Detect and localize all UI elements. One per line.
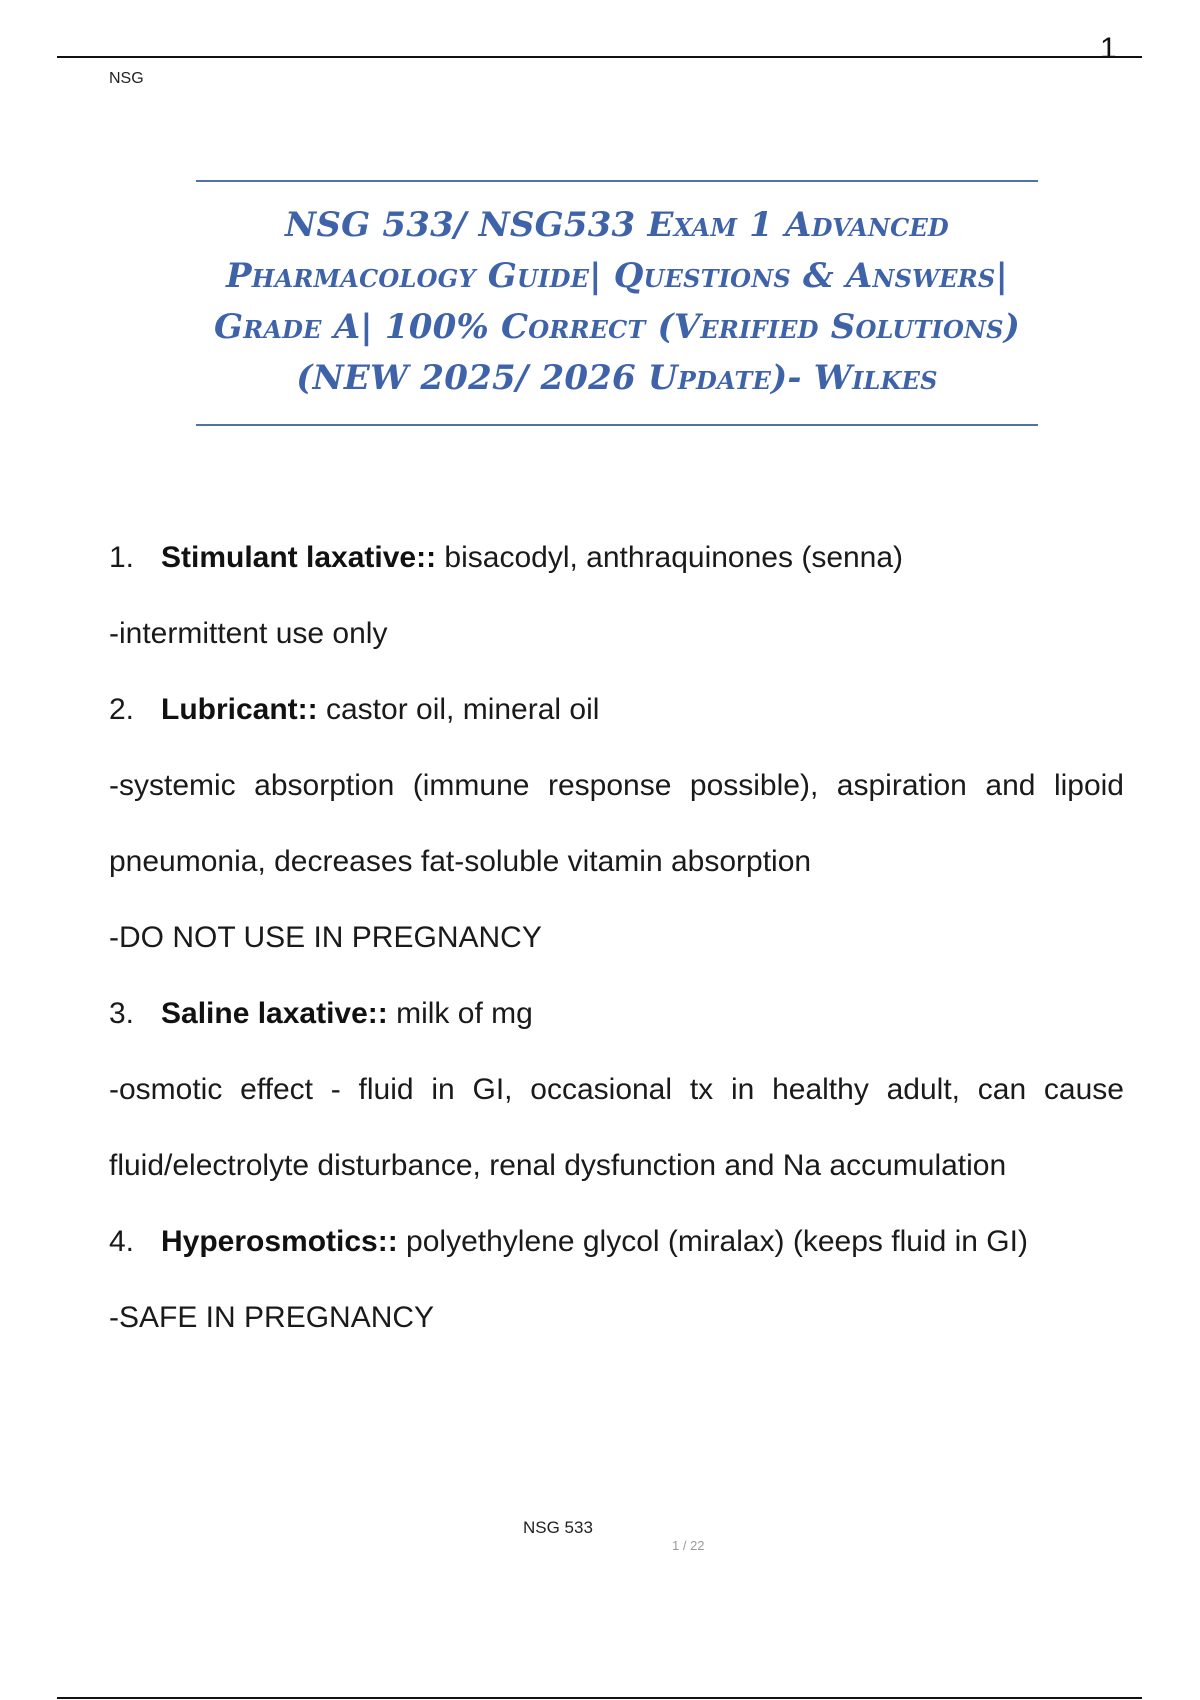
item-note: -systemic absorption (immune response possible), aspiration and lipoid (109, 769, 1124, 802)
title-line: NSG 533/ NSG533 Exam 1 Advanced (285, 205, 949, 245)
list-item (109, 530, 1124, 606)
header-rule (57, 56, 1142, 58)
item-number: 4. (109, 1225, 135, 1258)
item-term: Saline laxative:: (161, 997, 388, 1030)
title-line: (NEW 2025/ 2026 Update)- Wilkes (296, 358, 938, 398)
item-text: polyethylene glycol (miralax) (keeps fluid in GI) (397, 1225, 1028, 1258)
page-number: 1 (1100, 32, 1117, 65)
document-title (196, 180, 1038, 426)
item-note: -DO NOT USE IN PREGNANCY (109, 921, 542, 954)
item-term: Hyperosmotics:: (161, 1225, 398, 1258)
item-note: -intermittent use only (109, 617, 388, 650)
title-line: Grade A| 100% Correct (Verified Solutions) (213, 307, 1021, 347)
item-number: 1. (109, 541, 135, 574)
footer-rule (57, 1697, 1142, 1699)
item-note: pneumonia, decreases fat-soluble vitamin absorption (109, 845, 812, 878)
item-note: -osmotic effect - fluid in GI, occasional tx in healthy adult, can cause (109, 1073, 1124, 1106)
item-text: bisacodyl, anthraquinones (senna) (436, 541, 904, 574)
page-indicator: 1 / 22 (672, 1538, 705, 1553)
list-item (109, 1214, 1124, 1290)
item-text: milk of mg (387, 997, 533, 1030)
item-note: fluid/electrolyte disturbance, renal dysfunction and Na accumulation (109, 1149, 1007, 1182)
footer-label: NSG 533 (523, 1518, 593, 1537)
header-label: NSG (109, 70, 144, 87)
document-body (109, 530, 1124, 1366)
item-term: Stimulant laxative:: (161, 541, 437, 574)
item-term: Lubricant:: (161, 693, 318, 726)
list-item (109, 682, 1124, 758)
item-number: 3. (109, 997, 135, 1030)
title-line: Pharmacology Guide| Questions & Answers| (225, 256, 1009, 296)
item-number: 2. (109, 693, 135, 726)
item-note: -SAFE IN PREGNANCY (109, 1301, 435, 1334)
list-item (109, 986, 1124, 1062)
item-text: castor oil, mineral oil (317, 693, 600, 726)
